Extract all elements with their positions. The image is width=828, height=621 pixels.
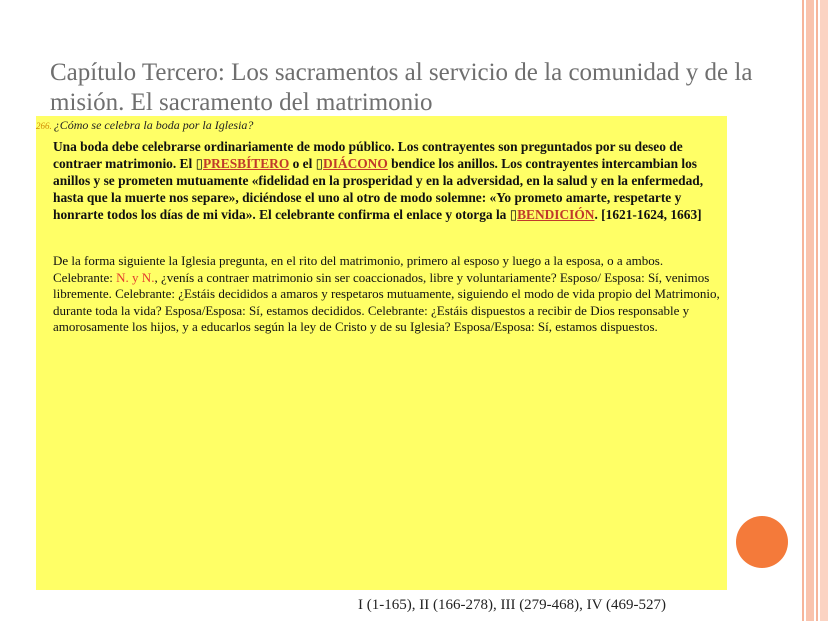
answer-part: bendice los anillos. Los contrayentes intercambian los anillos y se prometen mutuamente «fidelidad en la prosperidad y en la adversidad, en la salud y en la enfermedad, hasta que la muerte nos separe», diciéndose el uno al otro de modo solemne: «Yo prometo amarte, respetarte y honrarte todos los días de mi vida». El celebrante confirma el enlace y otorga la [53,156,704,222]
answer-text [53,138,725,223]
names-placeholder: N. y N. [116,269,155,285]
decorative-stripe [816,0,818,621]
commentary-part: , ¿venís a contraer matrimonio sin ser coaccionados, libre y voluntariamente? Esposo/ Esposa: Sí, venimos libremente. Celebrante: ¿Estáis decididos a amaros y respetaros mutuamente, siguiendo el modo de vida propio del Matrimonio, durante toda la vida? Esposa/Esposa: Sí, estamos decididos. Celebrante: ¿Estáis dispuestos a recibir de Dios responsable y amorosamente los hijos, y a educarlos según la ley de Cristo y de su Iglesia? Esposa/Esposa: Sí, estamos dispuestos. [53,269,720,334]
answer-part: o el [289,156,316,171]
link-bendicion[interactable]: BENDICIÓN [517,207,595,222]
answer-part: . [1621-1624, 1663] [594,207,702,222]
link-marker: ▯ [195,156,203,171]
decorative-stripe [820,0,828,621]
link-presbitero[interactable]: PRESBÍTERO [202,156,290,171]
question-number: 266. [36,121,52,131]
decorative-stripe [802,0,804,621]
commentary-text [53,253,725,336]
question-text: ¿Cómo se celebra la boda por la Iglesia? [53,118,254,132]
decorative-circle [736,516,788,568]
link-marker: ▯ [315,156,324,171]
slide-title: Capítulo Tercero: Los sacramentos al servicio de la comunidad y de la misión. El sacramento del matrimonio [50,59,753,116]
commentary-part: De la forma siguiente la Iglesia pregunta, en el rito del matrimonio, primero al esposo y luego a la esposa, o a ambos. Celebrante: [53,253,664,285]
link-diacono[interactable]: DIÁCONO [323,156,388,171]
footer-ranges: I (1-165), II (166-278), III (279-468), IV (469-527) [358,597,666,613]
decorative-stripe [806,0,814,621]
link-marker: ▯ [509,207,518,222]
question-line [36,118,253,133]
answer-part: Una boda debe celebrarse ordinariamente de modo público. Los contrayentes son preguntados por su deseo de contraer matrimonio. El [53,139,683,171]
